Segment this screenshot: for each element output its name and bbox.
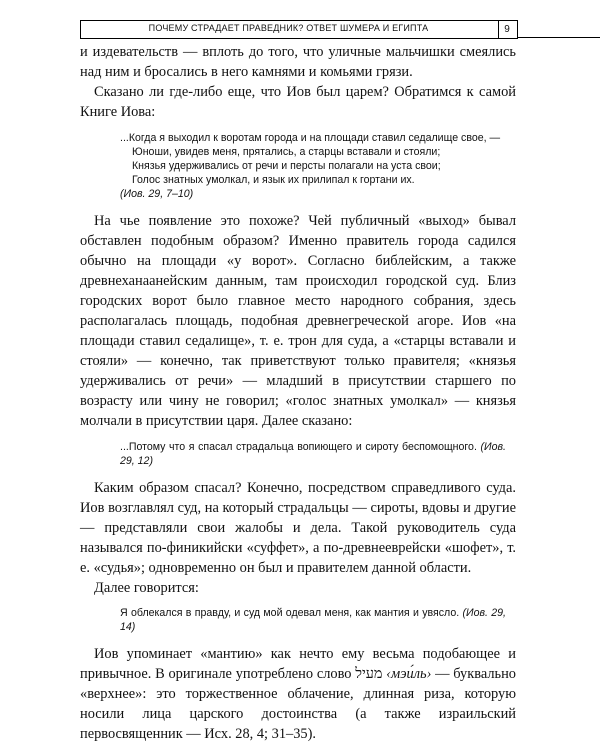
header-rule: [517, 37, 600, 38]
paragraph: На чье появление это похоже? Чей публичный «выход» бывал обставлен подобным образом? Именно правитель города садился обычно на площади «у ворот». Согласно библейским, а также древнеханаанейским данным, там происходил городской суд. Близ городских ворот было главное место народного собрания, здесь располагалась площадь, подобная древнегреческой агоре. Иов «на площади ставил седалище», т. е. трон для суда, а «старцы вставали и стояли» — конечно, так приветствуют только правителя; «князья удерживались от речи» — младший в присутствии старшего по возрасту или чину не говорил; «голос знатных умолкал» — князья молчали в присутствии царя. Далее сказано:: [80, 213, 516, 429]
quote-line: ...Когда я выходил к воротам города и на площади ставил седалище свое, —: [120, 132, 501, 144]
block-quote: [80, 606, 516, 634]
paragraph: и издевательств — вплоть до того, что уличные мальчишки смеялись над ним и бросались в него камнями и комьями грязи.: [80, 44, 516, 80]
paragraph: [80, 644, 516, 744]
paragraph: Каким образом спасал? Конечно, посредством справедливого суда. Иов возглавлял суд, на который страдальцы — сироты, вдовы и другие — представляли свои жалобы и дела. Такой руководитель суда назывался по-финикийски «суффет», а по-древнееврейски «шофет», т. е. «судья»; одновременно он был и правителем данной области.: [80, 480, 516, 576]
quote-text: Я облекался в правду, и суд мой одевал меня, как мантия и увясло.: [120, 607, 460, 619]
quote-source: (Иов. 29, 7–10): [120, 188, 194, 200]
paragraph: Сказано ли где-либо еще, что Иов был царем? Обратимся к самой Книге Иова:: [80, 84, 516, 120]
paragraph-text: — буквально «верхнее»: это торжественное облачение, длинная риза, которую носили лица царского достоинства (а также израильский первосвященник — Исх. 28, 4; 31–35).: [80, 666, 516, 742]
quote-source: (Иов. 29, 14): [120, 607, 506, 633]
paragraph-text: Иов упоминает «мантию» как нечто ему весьма подобающее и привычное. В оригинале употреблено слово: [80, 646, 516, 682]
running-title: ПОЧЕМУ СТРАДАЕТ ПРАВЕДНИК? ОТВЕТ ШУМЕРА И ЕГИПТА: [148, 23, 429, 33]
running-header: [80, 20, 518, 39]
quote-line: Князья удерживались от речи и персты полагали на уста свои;: [132, 160, 441, 172]
block-quote: [80, 131, 516, 201]
paragraph: Далее говорится:: [94, 580, 199, 596]
main-text: [80, 42, 516, 744]
page-number: 9: [497, 20, 518, 39]
quote-line: Юноши, увидев меня, прятались, а старцы вставали и стояли;: [132, 146, 441, 158]
quote-line: [120, 440, 506, 468]
quote-text: ...Потому что я спасал страдальца вопиющего и сироту беспомощного.: [120, 441, 477, 453]
hebrew-word: מעיל: [355, 666, 383, 682]
transliteration: ‹мэи́ль›: [386, 666, 432, 682]
quote-source: (Иов. 29, 12): [120, 441, 506, 467]
quote-line: Голос знатных умолкал, и язык их прилипал к гортани их.: [132, 174, 415, 186]
quote-line: [120, 606, 506, 634]
block-quote: [80, 440, 516, 468]
